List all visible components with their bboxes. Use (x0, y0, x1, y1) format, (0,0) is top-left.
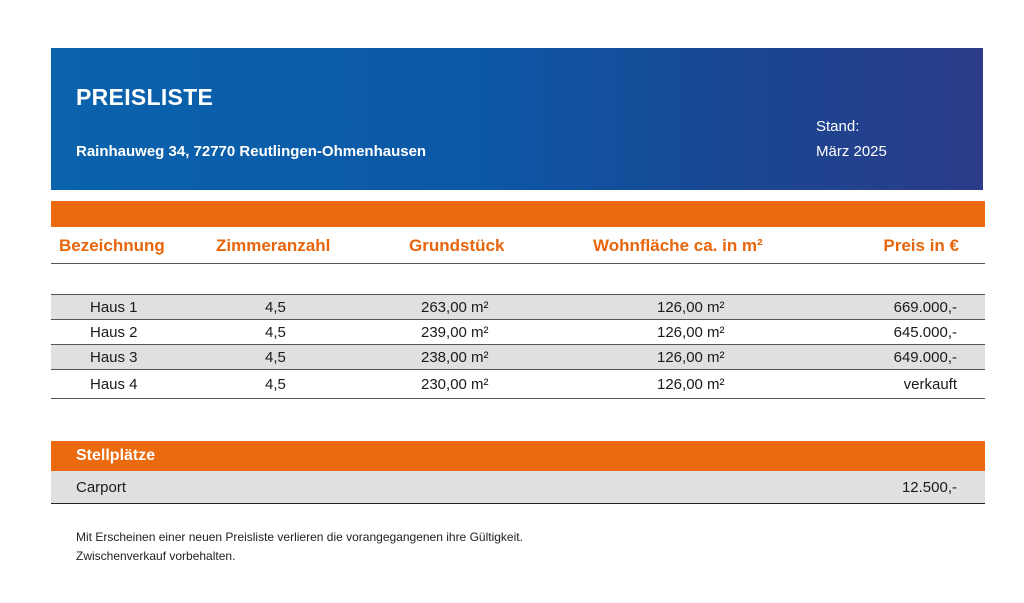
column-header-preis: Preis in € (883, 236, 959, 255)
cell-price: 669.000,- (893, 299, 957, 316)
header-banner (51, 48, 983, 190)
cell-area: 126,00 m² (657, 324, 725, 341)
cell-price: verkauft (903, 376, 957, 393)
cell-price: 649.000,- (893, 349, 957, 366)
table-row (51, 320, 985, 345)
cell-name: Haus 2 (90, 324, 138, 341)
cell-name: Haus 3 (90, 349, 138, 366)
cell-name: Haus 4 (90, 376, 138, 393)
parking-row (51, 471, 985, 504)
column-header-bezeichnung: Bezeichnung (59, 236, 165, 255)
table-row (51, 345, 985, 370)
column-header-grundstueck: Grundstück (409, 236, 505, 255)
stand-date: März 2025 (816, 143, 887, 160)
page-title: PREISLISTE (76, 84, 214, 110)
cell-area: 126,00 m² (657, 376, 725, 393)
cell-rooms: 4,5 (265, 299, 286, 316)
cell-land: 230,00 m² (421, 376, 489, 393)
cell-rooms: 4,5 (265, 376, 286, 393)
parking-price: 12.500,- (901, 479, 957, 496)
cell-land: 238,00 m² (421, 349, 489, 366)
parking-title: Stellplätze (76, 447, 156, 464)
cell-land: 239,00 m² (421, 324, 489, 341)
cell-price: 645.000,- (893, 324, 957, 341)
cell-area: 126,00 m² (657, 299, 725, 316)
cell-name: Haus 1 (90, 299, 138, 316)
table-row (51, 294, 985, 320)
orange-divider-bar (51, 201, 985, 227)
column-header-wohnflaeche: Wohnfläche ca. in m² (593, 236, 763, 255)
cell-area: 126,00 m² (657, 349, 725, 366)
footnote (76, 528, 523, 566)
table-row (51, 370, 985, 399)
table-header (51, 230, 985, 264)
price-table (51, 294, 985, 399)
address: Rainhauweg 34, 72770 Reutlingen-Ohmenhausen (76, 143, 427, 160)
footnote-line: Mit Erscheinen einer neuen Preisliste verlieren die vorangegangenen ihre Gültigkeit. (76, 530, 523, 544)
cell-land: 263,00 m² (421, 299, 489, 316)
parking-name: Carport (76, 479, 127, 496)
stand-label: Stand: (816, 118, 860, 135)
column-header-zimmeranzahl: Zimmeranzahl (216, 236, 331, 255)
cell-rooms: 4,5 (265, 324, 286, 341)
cell-rooms: 4,5 (265, 349, 286, 366)
parking-section-header (51, 441, 985, 471)
footnote-line: Zwischenverkauf vorbehalten. (76, 549, 236, 563)
